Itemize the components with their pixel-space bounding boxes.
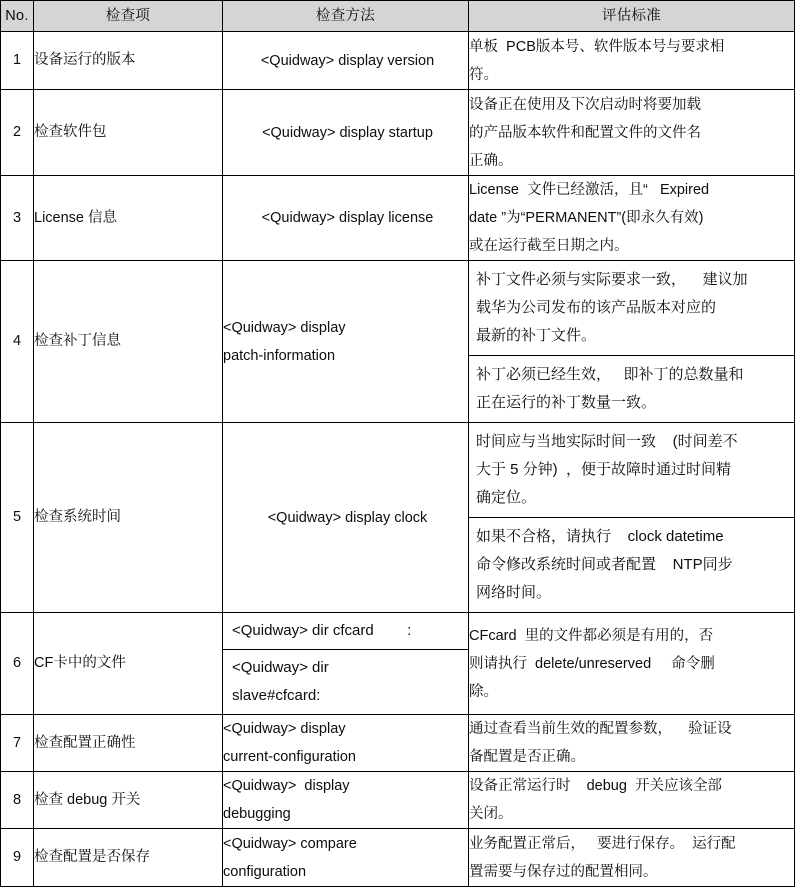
check-method (223, 613, 469, 715)
check-item: CF卡中的文件 (34, 613, 223, 715)
check-method (223, 90, 469, 176)
row-number: 1 (1, 32, 34, 90)
row-number: 8 (1, 772, 34, 829)
method-line: <Quidway> display version (260, 52, 435, 69)
criteria-line: 时间应与当地实际时间一致 (时间差不 (476, 433, 738, 450)
criteria-line: CFcard 里的文件都必须是有用的，否 (469, 627, 714, 644)
table-row (1, 423, 795, 613)
check-item: 设备运行的版本 (34, 32, 223, 90)
column-header-criteria (469, 1, 795, 32)
criteria-subtable (469, 261, 794, 422)
criteria-subrow (469, 518, 794, 613)
criteria-line: 大于 5 分钟) ，便于故障时通过时间精 (476, 461, 732, 478)
criteria-line: 补丁必须已经生效， 即补丁的总数量和 (476, 366, 744, 383)
criteria-line: 符。 (469, 66, 498, 83)
column-header-item-label: 检查项 (105, 7, 151, 24)
table-row (1, 772, 795, 829)
method-line: configuration (223, 863, 307, 880)
criteria-line: 网络时间。 (476, 584, 552, 601)
column-header-item (34, 1, 223, 32)
check-criteria (469, 772, 795, 829)
check-item: 检查软件包 (34, 90, 223, 176)
criteria-line: 正在运行的补丁数量一致。 (476, 394, 657, 411)
criteria-line: 通过查看当前生效的配置参数， 验证设 (469, 721, 732, 737)
row-number: 4 (1, 261, 34, 423)
column-header-no-label: No. (5, 7, 29, 24)
criteria-line: 命令修改系统时间或者配置 NTP同步 (476, 556, 733, 573)
criteria-line: 备配置是否正确。 (469, 749, 585, 765)
row-number: 5 (1, 423, 34, 613)
criteria-subrow (469, 261, 794, 356)
row-number: 6 (1, 613, 34, 715)
method-subcell (223, 650, 468, 715)
table-body (1, 32, 795, 887)
method-line: slave#cfcard: (232, 687, 321, 704)
check-item: 检查配置是否保存 (34, 829, 223, 887)
criteria-line: 则请执行 delete/unreserved 命令删 (469, 655, 715, 672)
table-header (1, 1, 795, 32)
criteria-subrow (469, 423, 794, 518)
column-header-criteria-label: 评估标准 (601, 7, 662, 24)
check-item: 检查 debug 开关 (34, 772, 223, 829)
column-header-no (1, 1, 34, 32)
criteria-line: date ”为“PERMANENT”(即永久有效) (469, 210, 704, 226)
criteria-line: 设备正常运行时 debug 开关应该全部 (469, 778, 722, 794)
check-method (223, 423, 469, 613)
row-number: 9 (1, 829, 34, 887)
criteria-line: 确定位。 (476, 489, 537, 506)
check-criteria (469, 613, 795, 715)
criteria-subcell (469, 518, 794, 613)
check-method (223, 176, 469, 261)
check-criteria (469, 32, 795, 90)
method-subrow (223, 613, 468, 650)
method-line: <Quidway> dir (232, 659, 329, 676)
check-item: 检查补丁信息 (34, 261, 223, 423)
criteria-subcell (469, 261, 794, 356)
check-method (223, 261, 469, 423)
table-row (1, 32, 795, 90)
check-method (223, 715, 469, 772)
criteria-line: 设备正在使用及下次启动时将要加载 (469, 96, 701, 113)
criteria-subcell (469, 356, 794, 423)
criteria-line: License 文件已经激活，且“ Expired (469, 182, 710, 198)
method-line: <Quidway> compare (223, 835, 357, 852)
method-line: <Quidway> display (223, 721, 346, 737)
criteria-line: 业务配置正常后， 要进行保存。 运行配 (469, 835, 736, 852)
method-subrow (223, 650, 468, 715)
criteria-subrow (469, 356, 794, 423)
method-line: <Quidway> display (223, 778, 350, 794)
column-header-method-label: 检查方法 (315, 7, 376, 24)
check-criteria (469, 176, 795, 261)
check-criteria (469, 423, 795, 613)
column-header-method (223, 1, 469, 32)
table-row (1, 90, 795, 176)
check-criteria (469, 829, 795, 887)
check-item: 检查配置正确性 (34, 715, 223, 772)
method-line: <Quidway> display startup (262, 124, 433, 141)
criteria-line: 正确。 (469, 152, 513, 169)
row-number: 3 (1, 176, 34, 261)
check-criteria (469, 90, 795, 176)
criteria-line: 除。 (469, 683, 498, 700)
method-line: <Quidway> display clock (267, 509, 428, 526)
check-method (223, 32, 469, 90)
criteria-line: 载华为公司发布的该产品版本对应的 (476, 299, 717, 316)
criteria-line: 的产品版本软件和配置文件的文件名 (469, 124, 701, 141)
check-method (223, 772, 469, 829)
check-method (223, 829, 469, 887)
table-row (1, 715, 795, 772)
method-line: debugging (223, 806, 291, 822)
table-row (1, 613, 795, 715)
criteria-line: 最新的补丁文件。 (476, 327, 597, 344)
method-line: patch-information (223, 347, 336, 364)
criteria-line: 单板 PCB版本号、软件版本号与要求相 (469, 38, 725, 55)
row-number: 7 (1, 715, 34, 772)
method-line: <Quidway> display license (261, 210, 434, 226)
row-number: 2 (1, 90, 34, 176)
criteria-subcell (469, 423, 794, 518)
table-row (1, 176, 795, 261)
criteria-line: 补丁文件必须与实际要求一致， 建议加 (476, 271, 748, 288)
check-criteria (469, 715, 795, 772)
table-header-row (1, 1, 795, 32)
method-subtable (223, 613, 468, 714)
check-item: 检查系统时间 (34, 423, 223, 613)
criteria-line: 置需要与保存过的配置相同。 (469, 863, 658, 880)
table-row (1, 261, 795, 423)
table-row (1, 829, 795, 887)
check-item: License 信息 (34, 176, 223, 261)
criteria-line: 如果不合格，请执行 clock datetime (476, 528, 724, 545)
method-subcell (223, 613, 468, 650)
method-line: current-configuration (223, 749, 356, 765)
check-criteria (469, 261, 795, 423)
criteria-subtable (469, 423, 794, 612)
method-line: <Quidway> dir cfcard : (232, 622, 412, 639)
criteria-line: 关闭。 (469, 806, 513, 822)
criteria-line: 或在运行截至日期之内。 (469, 238, 629, 254)
method-line: <Quidway> display (223, 319, 346, 336)
